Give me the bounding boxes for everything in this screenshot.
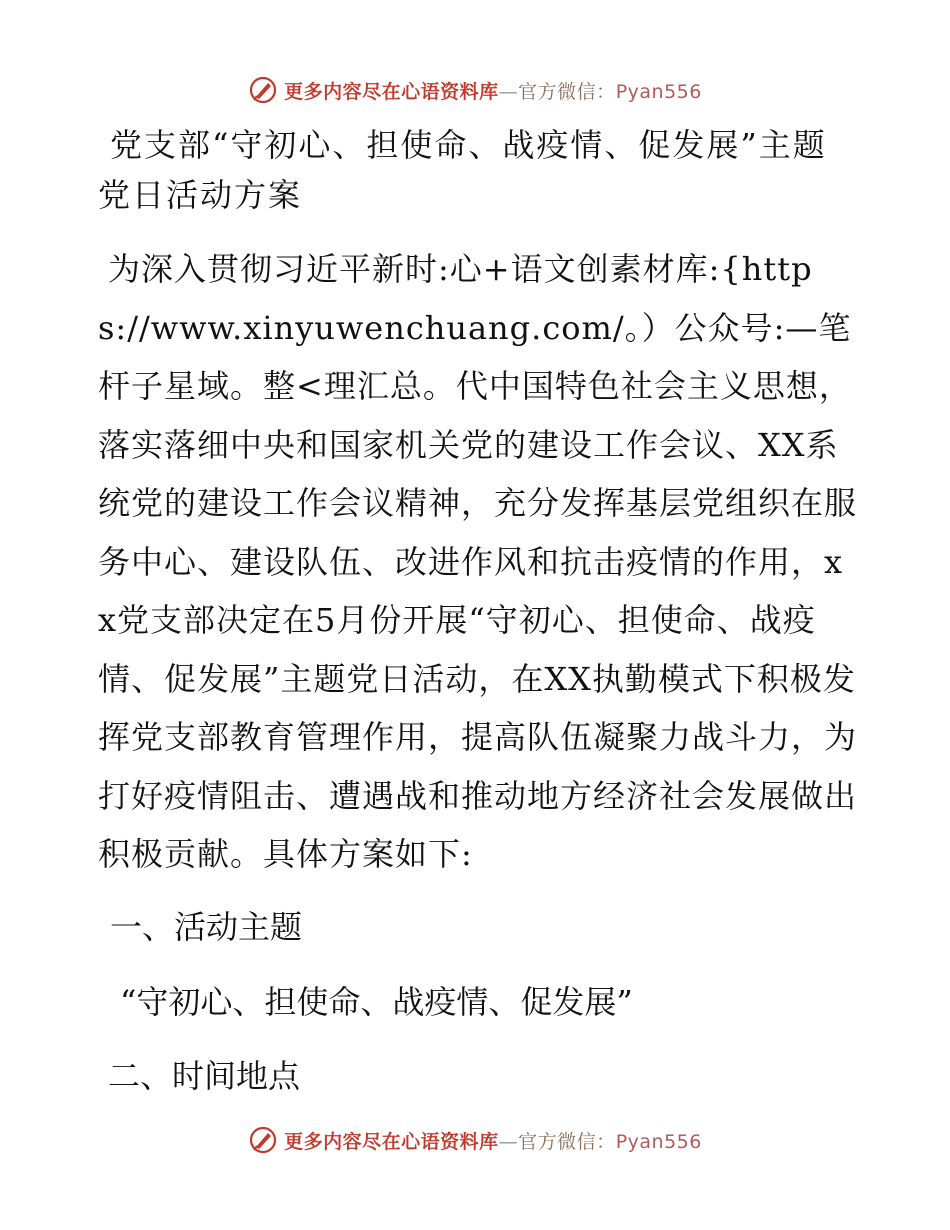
header-watermark-banner: [0, 70, 950, 110]
watermark-text: [284, 77, 702, 104]
document-body: [98, 120, 858, 1101]
watermark-brand: 更多内容尽在心语资料库: [284, 80, 499, 103]
document-title: 党支部“守初心、担使命、战疫情、促发展”主题党日活动方案: [98, 126, 827, 214]
section-heading-time-place: 二、时间地点: [108, 1056, 301, 1095]
quill-pen-logo-icon: [248, 1125, 278, 1155]
watermark-wechat-id: Pyan556: [615, 1130, 702, 1153]
footer-watermark-banner: [0, 1120, 950, 1160]
watermark-text: [284, 1127, 702, 1154]
section-heading-theme: 一、活动主题: [110, 907, 303, 946]
watermark-wechat-id: Pyan556: [615, 80, 702, 103]
watermark-wechat-label: 官方微信：: [518, 1130, 616, 1153]
watermark-wechat-label: 官方微信：: [518, 80, 616, 103]
watermark-brand: 更多内容尽在心语资料库: [284, 1130, 499, 1153]
intro-paragraph: 为深入贯彻习近平新时:心+语文创素材库:{https://www.xinyuwenchuang.com/。）公众号:—笔杆子星域。整<理汇总。代中国特色社会主义思想，落实落细中央和国家机关党的建设工作会议、XX系统党的建设工作会议精神，充分发挥基层党组织在服务中心、建设队伍、改进作风和抗击疫情的作用，xx党支部决定在5月份开展“守初心、担使命、战疫情、促发展”主题党日活动，在XX执勤模式下积极发挥党支部教育管理作用，提高队伍凝聚力战斗力，为打好疫情阻击、遭遇战和推动地方经济社会发展做出积极贡献。具体方案如下:: [98, 250, 858, 873]
watermark-separator: —: [498, 80, 519, 103]
quill-pen-logo-icon: [248, 75, 278, 105]
theme-quote: “守初心、担使命、战疫情、促发展”: [120, 982, 633, 1021]
watermark-separator: —: [498, 1130, 519, 1153]
